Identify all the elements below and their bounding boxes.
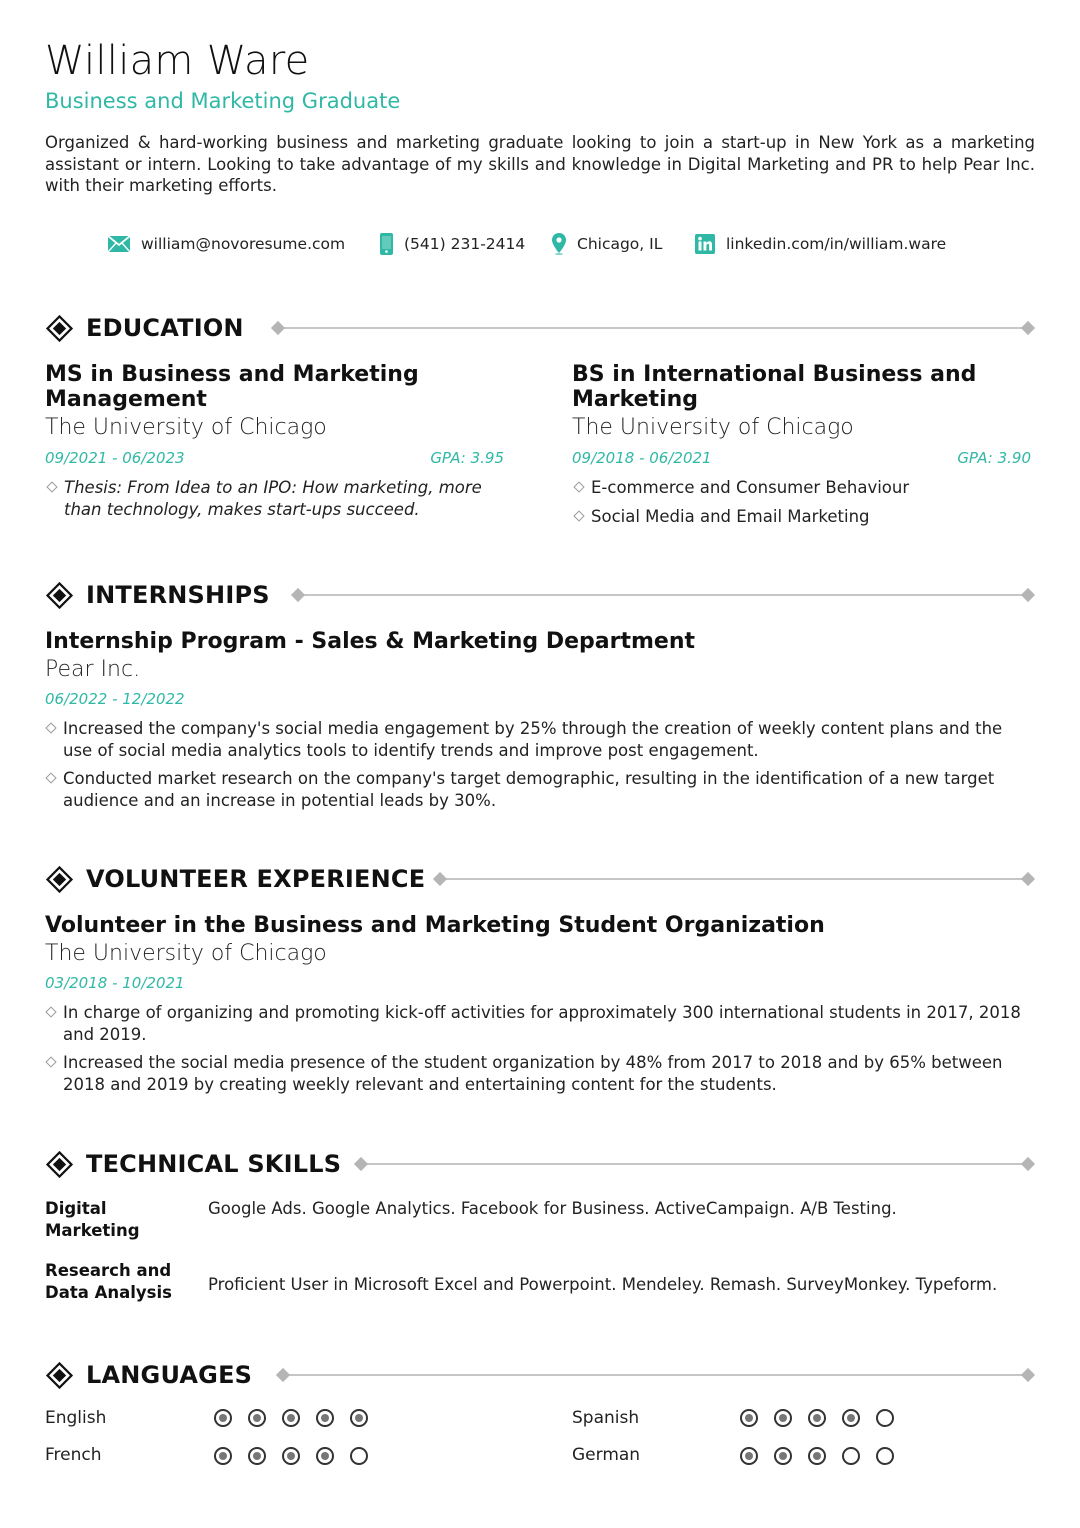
level-dot-filled	[248, 1447, 266, 1465]
level-dot-filled	[808, 1447, 826, 1465]
candidate-name: William Ware	[45, 38, 310, 84]
skill-value-2: Proficient User in Microsoft Excel and Powerpoint. Mendeley. Remash. SurveyMonkey. Typeform.	[208, 1275, 998, 1294]
volunteer-org: The University of Chicago	[45, 941, 327, 966]
section-divider	[292, 588, 1034, 602]
volunteer-role: Volunteer in the Business and Marketing Student Organization	[45, 913, 825, 938]
phone-text: (541) 231-2414	[404, 235, 526, 253]
contact-email[interactable]	[108, 230, 345, 258]
email-text: william@novoresume.com	[141, 235, 346, 253]
level-dot-filled	[808, 1409, 826, 1427]
level-dot-filled	[740, 1409, 758, 1427]
level-dot-empty	[842, 1447, 860, 1465]
volunteer-dates: 03/2018 - 10/2021	[45, 974, 185, 992]
internship-role: Internship Program - Sales & Marketing Department	[45, 629, 695, 654]
section-divider	[355, 1157, 1034, 1171]
linkedin-text: linkedin.com/in/william.ware	[726, 235, 947, 253]
language-name: Spanish	[572, 1408, 640, 1428]
section-title: VOLUNTEER EXPERIENCE	[86, 865, 426, 893]
level-dot-filled	[214, 1447, 232, 1465]
contact-location	[552, 230, 662, 258]
envelope-icon	[108, 236, 130, 252]
language-level	[214, 1447, 384, 1465]
language-name: English	[45, 1408, 107, 1428]
section-education-header	[45, 313, 244, 343]
contact-phone[interactable]	[380, 230, 525, 258]
level-dot-filled	[842, 1409, 860, 1427]
linkedin-icon	[695, 234, 715, 254]
list-item: Social Media and Email Marketing	[573, 506, 1033, 528]
level-dot-filled	[740, 1447, 758, 1465]
education-degree-1: MS in Business and Marketing Management	[45, 362, 419, 412]
map-pin-icon	[552, 233, 566, 255]
level-dot-filled	[282, 1447, 300, 1465]
education-dates-2: 09/2018 - 06/2021	[572, 449, 712, 467]
level-dot-empty	[876, 1409, 894, 1427]
level-dot-filled	[282, 1409, 300, 1427]
diamond-icon	[45, 1361, 74, 1390]
section-divider	[277, 1368, 1034, 1382]
diamond-icon	[45, 581, 74, 610]
diamond-icon	[45, 865, 74, 894]
candidate-subtitle: Business and Marketing Graduate	[45, 89, 401, 113]
education-school-2: The University of Chicago	[572, 415, 854, 440]
section-volunteer-header	[45, 864, 425, 894]
skill-category-2: Research and Data Analysis	[45, 1261, 172, 1302]
section-languages-header	[45, 1360, 252, 1390]
level-dot-empty	[350, 1447, 368, 1465]
level-dot-filled	[316, 1409, 334, 1427]
education-school-1: The University of Chicago	[45, 415, 327, 440]
volunteer-bullets	[45, 1002, 1030, 1102]
profile-summary: Organized & hard-working business and marketing graduate looking to join a start-up in New York as a marketing assistant or intern. Looking to take advantage of my skills and knowledge in Digital Marketing and PR to help Pear Inc. with their marketing efforts.	[45, 133, 1035, 195]
language-name: German	[572, 1445, 641, 1465]
level-dot-filled	[774, 1447, 792, 1465]
level-dot-filled	[774, 1409, 792, 1427]
education-degree-2: BS in International Business and Marketing	[572, 362, 977, 412]
section-skills-header	[45, 1149, 341, 1179]
section-title: LANGUAGES	[86, 1361, 253, 1389]
section-title: INTERNSHIPS	[86, 581, 270, 609]
education-gpa-1: GPA: 3.95	[430, 449, 504, 467]
education-bullets-2	[573, 477, 1033, 534]
language-level	[740, 1447, 910, 1465]
list-item: Increased the company's social media engagement by 25% through the creation of weekly content plans and the use of social media analytics tools to identify trends and improve post engagement.	[45, 718, 1030, 761]
section-divider	[434, 872, 1034, 886]
education-dates-1: 09/2021 - 06/2023	[45, 449, 185, 467]
level-dot-filled	[350, 1409, 368, 1427]
diamond-icon	[45, 314, 74, 343]
level-dot-empty	[876, 1447, 894, 1465]
language-level	[214, 1409, 384, 1427]
education-bullets-1	[46, 477, 506, 527]
internship-company: Pear Inc.	[45, 657, 141, 682]
level-dot-filled	[214, 1409, 232, 1427]
list-item: E-commerce and Consumer Behaviour	[573, 477, 1033, 499]
list-item: Conducted market research on the company's target demographic, resulting in the identification of a new target audience and an increase in potential leads by 30%.	[45, 768, 1030, 811]
contact-linkedin[interactable]	[695, 230, 946, 258]
section-divider	[272, 321, 1034, 335]
internship-bullets	[45, 718, 1030, 818]
list-item: Increased the social media presence of the student organization by 48% from 2017 to 2018 and by 65% between 2018 and 2019 by creating weekly relevant and entertaining content for the students.	[45, 1052, 1030, 1095]
list-item: Thesis: From Idea to an IPO: How marketing, more than technology, makes start-ups succeed.	[46, 477, 506, 520]
diamond-icon	[45, 1150, 74, 1179]
education-gpa-2: GPA: 3.90	[957, 449, 1031, 467]
skill-value-1: Google Ads. Google Analytics. Facebook for Business. ActiveCampaign. A/B Testing.	[208, 1199, 897, 1218]
section-title: EDUCATION	[86, 314, 244, 342]
location-text: Chicago, IL	[577, 235, 663, 253]
language-level	[740, 1409, 910, 1427]
phone-icon	[380, 233, 393, 255]
level-dot-filled	[248, 1409, 266, 1427]
section-title: TECHNICAL SKILLS	[86, 1150, 342, 1178]
contact-bar	[0, 230, 1080, 260]
level-dot-filled	[316, 1447, 334, 1465]
skill-category-1: Digital Marketing	[45, 1199, 140, 1240]
internship-dates: 06/2022 - 12/2022	[45, 690, 185, 708]
section-internships-header	[45, 580, 270, 610]
list-item: In charge of organizing and promoting kick-off activities for approximately 300 international students in 2017, 2018 and 2019.	[45, 1002, 1030, 1045]
language-name: French	[45, 1445, 102, 1465]
